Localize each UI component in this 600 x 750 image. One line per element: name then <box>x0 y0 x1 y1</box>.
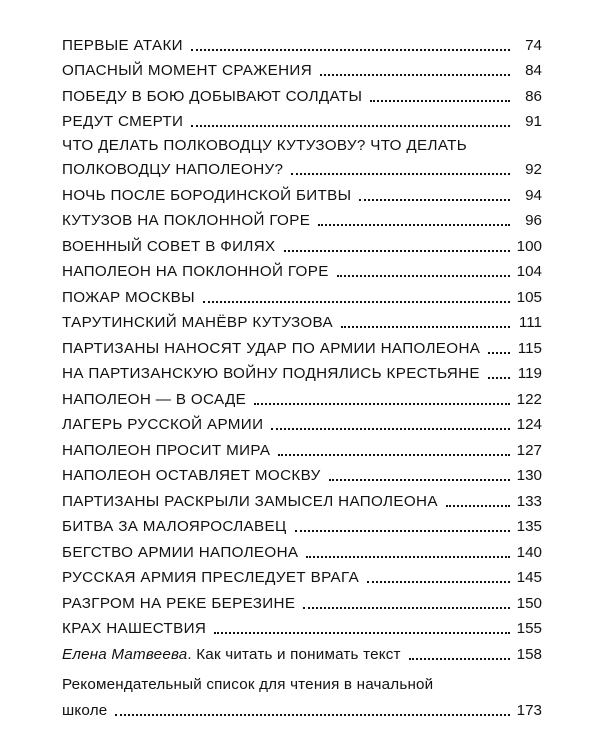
dot-leader <box>191 125 510 127</box>
toc-entry-reading-list[interactable] <box>62 668 542 720</box>
dot-leader <box>341 326 510 328</box>
toc-entry-title: КРАХ НАШЕСТВИЯ <box>62 620 207 637</box>
toc-entry-title: ЛАГЕРЬ РУССКОЙ АРМИИ <box>62 416 264 433</box>
toc-entry-page: 124 <box>516 416 542 433</box>
toc-entry-page: 115 <box>517 339 542 357</box>
dot-leader <box>359 199 510 201</box>
toc-entry[interactable] <box>62 205 542 231</box>
toc-entry-title: НАПОЛЕОН НА ПОКЛОННОЙ ГОРЕ <box>62 263 329 280</box>
dot-leader <box>446 505 510 507</box>
toc-entry-appendix[interactable] <box>62 638 542 664</box>
toc-entry-title-line2: ПОЛКОВОДЦУ НАПОЛЕОНУ? <box>62 161 284 178</box>
dot-leader <box>329 479 510 481</box>
dot-leader <box>291 173 510 175</box>
toc-entry-page: 84 <box>525 62 542 79</box>
dot-leader <box>488 377 510 379</box>
toc-entry-page: 173 <box>516 701 542 719</box>
toc-entry-page: 92 <box>525 161 542 178</box>
toc-entry[interactable] <box>62 281 542 307</box>
toc-entry-page: 155 <box>516 620 542 637</box>
toc-entry-title: НАПОЛЕОН ОСТАВЛЯЕТ МОСКВУ <box>62 467 321 484</box>
toc-entry-page: 74 <box>525 36 542 54</box>
toc-entry-page: 100 <box>516 237 542 255</box>
dot-leader <box>284 250 510 252</box>
toc-entry-title: ПОБЕДУ В БОЮ ДОБЫВАЮТ СОЛДАТЫ <box>62 87 363 105</box>
toc-entry[interactable] <box>62 383 542 409</box>
toc-entry-page: 122 <box>516 390 542 408</box>
toc-entry-line2 <box>62 161 542 179</box>
toc-entry-title: ВОЕННЫЙ СОВЕТ В ФИЛЯХ <box>62 237 276 255</box>
toc-entry-page: 145 <box>516 569 542 586</box>
toc-entry[interactable] <box>62 460 542 486</box>
toc-entry[interactable] <box>62 106 542 132</box>
dot-leader <box>115 714 510 716</box>
toc-entry[interactable] <box>62 29 542 55</box>
toc-entry-title: БЕГСТВО АРМИИ НАПОЛЕОНА <box>62 543 299 561</box>
dot-leader <box>203 301 510 303</box>
toc-entry-page: 96 <box>525 212 542 229</box>
dot-leader <box>214 632 510 634</box>
appendix-title: . Как читать и понимать текст <box>187 645 401 663</box>
toc-entry-title: РАЗГРОМ НА РЕКЕ БЕРЕЗИНЕ <box>62 594 296 612</box>
toc-entry-title <box>62 646 401 664</box>
toc-entry[interactable] <box>62 587 542 613</box>
toc-entry[interactable] <box>62 256 542 282</box>
toc-entry-title-line1: Рекомендательный список для чтения в начальной <box>62 675 434 693</box>
toc-entry-page: 158 <box>516 645 542 663</box>
toc-entry[interactable] <box>62 230 542 256</box>
toc-entry-page: 111 <box>518 314 542 331</box>
toc-entry[interactable] <box>62 307 542 333</box>
toc-entry-page: 135 <box>516 518 542 535</box>
toc-entry-page: 130 <box>516 467 542 484</box>
toc-entry[interactable] <box>62 179 542 205</box>
dot-leader <box>318 224 510 226</box>
toc-entry-title: НАПОЛЕОН ПРОСИТ МИРА <box>62 441 271 459</box>
toc-entry[interactable] <box>62 511 542 537</box>
author-name: Елена Матвеева <box>62 645 188 663</box>
toc-entry-page: 86 <box>525 87 542 105</box>
toc-entry-title: РУССКАЯ АРМИЯ ПРЕСЛЕДУЕТ ВРАГА <box>62 569 360 586</box>
toc-entry-page: 150 <box>516 594 542 612</box>
toc-entry[interactable] <box>62 80 542 106</box>
toc-entry-page: 127 <box>516 441 542 459</box>
toc-entry-title: НАПОЛЕОН — В ОСАДЕ <box>62 390 247 408</box>
dot-leader <box>306 556 510 558</box>
toc-entry-page: 140 <box>516 543 542 561</box>
dot-leader <box>337 275 510 277</box>
toc-entry[interactable] <box>62 409 542 435</box>
dot-leader <box>409 658 510 660</box>
toc-entry-title: НА ПАРТИЗАНСКУЮ ВОЙНУ ПОДНЯЛИСЬ КРЕСТЬЯНЕ <box>62 365 480 382</box>
toc-entry-title: БИТВА ЗА МАЛОЯРОСЛАВЕЦ <box>62 518 287 535</box>
toc-entry-page: 104 <box>516 263 542 280</box>
toc-entry-title: РЕДУТ СМЕРТИ <box>62 113 184 130</box>
table-of-contents <box>62 29 542 720</box>
dot-leader <box>320 74 510 76</box>
toc-entry-title: ОПАСНЫЙ МОМЕНТ СРАЖЕНИЯ <box>62 62 313 79</box>
dot-leader <box>488 352 510 354</box>
toc-entry-title-line2: школе <box>62 701 108 719</box>
toc-entry-page: 105 <box>516 288 542 306</box>
toc-entry-title: ПАРТИЗАНЫ РАСКРЫЛИ ЗАМЫСЕЛ НАПОЛЕОНА <box>62 492 438 510</box>
toc-entry-page: 94 <box>525 186 542 204</box>
toc-entry[interactable] <box>62 358 542 384</box>
dot-leader <box>191 49 510 51</box>
toc-entry-title: КУТУЗОВ НА ПОКЛОННОЙ ГОРЕ <box>62 212 311 229</box>
toc-entry-title: НОЧЬ ПОСЛЕ БОРОДИНСКОЙ БИТВЫ <box>62 186 352 204</box>
toc-entry-title: ПАРТИЗАНЫ НАНОСЯТ УДАР ПО АРМИИ НАПОЛЕОНА <box>62 339 481 357</box>
toc-entry-line2 <box>62 702 542 720</box>
toc-entry[interactable] <box>62 485 542 511</box>
dot-leader <box>254 403 510 405</box>
dot-leader <box>278 454 510 456</box>
dot-leader <box>271 428 510 430</box>
toc-entry[interactable] <box>62 332 542 358</box>
dot-leader <box>303 607 510 609</box>
dot-leader <box>295 530 510 532</box>
toc-entry[interactable] <box>62 562 542 588</box>
toc-entry-title: ТАРУТИНСКИЙ МАНЁВР КУТУЗОВА <box>62 314 334 331</box>
dot-leader <box>367 581 510 583</box>
toc-entry[interactable] <box>62 55 542 81</box>
toc-entry-page: 133 <box>516 492 542 510</box>
dot-leader <box>370 100 510 102</box>
toc-entry[interactable] <box>62 131 542 179</box>
toc-entry-page: 119 <box>517 365 542 382</box>
toc-entry-title: ПОЖАР МОСКВЫ <box>62 288 195 306</box>
toc-entry[interactable] <box>62 434 542 460</box>
toc-entry-title-line1: ЧТО ДЕЛАТЬ ПОЛКОВОДЦУ КУТУЗОВУ? ЧТО ДЕЛАТЬ <box>62 137 468 154</box>
toc-entry[interactable] <box>62 613 542 639</box>
toc-entry[interactable] <box>62 536 542 562</box>
toc-entry-title: ПЕРВЫЕ АТАКИ <box>62 36 183 54</box>
toc-entry-page: 91 <box>525 113 542 130</box>
